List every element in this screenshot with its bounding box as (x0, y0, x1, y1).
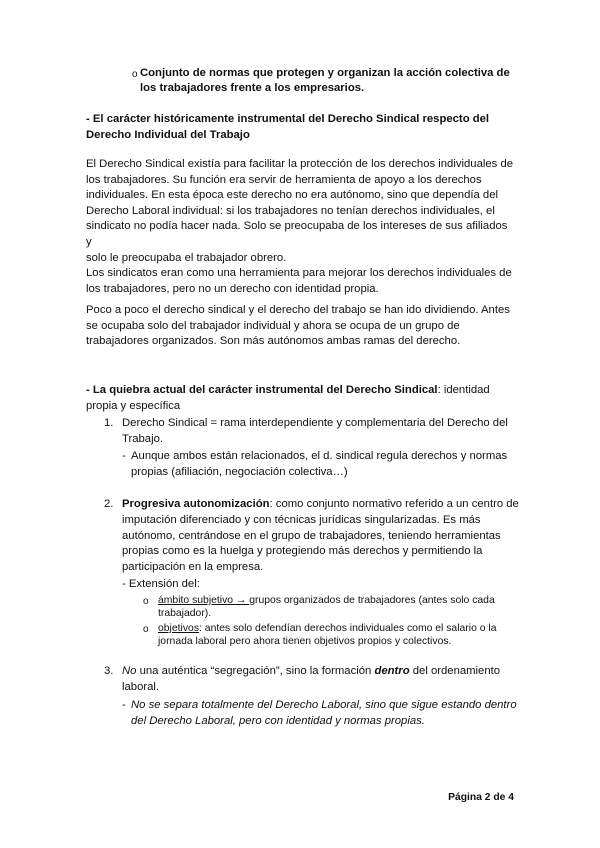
item-2-line1 (122, 497, 522, 513)
item-3-dentro: dentro (374, 665, 410, 677)
item-2-line1-rest: : como conjunto normativo referido a un centro de (269, 498, 519, 510)
item-3-sub-line1: No se separa totalmente del Derecho Laboral, sino que sigue estando dentro (131, 699, 517, 711)
item-3-end: del ordenamiento (409, 665, 501, 677)
item-2-bold: Progresiva autonomización (122, 498, 270, 510)
item-2-bullet-1-line2: trabajador). (158, 608, 212, 619)
item-3-number: 3. (104, 665, 114, 677)
item-2-body (122, 513, 522, 575)
item-2-bullet-2 (158, 622, 528, 635)
bullet-2-rest: : antes solo defendían derechos individuales como el salario o la (199, 623, 497, 634)
item-2-line: imputación diferenciado y con técnicas jurídicas singularizadas. Es más (122, 514, 481, 526)
item-1-sub-dash: - (122, 450, 126, 462)
item-2-bullet-1 (158, 594, 528, 607)
objetivos-term: objetivos (158, 623, 200, 634)
para2-line: Poco a poco el derecho sindical y el derecho del trabajo se han ido dividiendo. Antes (86, 304, 510, 316)
para1-line: solo le preocupaba el trabajador obrero. (86, 251, 287, 264)
para1-line: sindicato no podía hacer nada. Solo se preocupaba de los intereses de sus afiliados y (86, 220, 508, 248)
heading-2-line2: propia y específica (86, 400, 181, 412)
heading-2-rest: : identidad (437, 384, 490, 396)
para1-line: los trabajadores. Su función era servir de herramienta de apoyo a los derechos (86, 173, 482, 186)
para1-line: individuales. En esta época este derecho no era autónomo, sino que dependía del (86, 189, 499, 202)
item-2-bullet-2-line2: jornada laboral pero ahora tienen objetivos propios y colectivos. (158, 636, 452, 647)
item-2-number: 2. (104, 498, 114, 510)
item-3-mid: una auténtica “segregación”, sino la formación (136, 665, 375, 677)
bullet-marker: o (143, 624, 149, 635)
heading-1-line2: Derecho Individual del Trabajo (86, 129, 250, 141)
item-1-sub-line1: Aunque ambos están relacionados, el d. sindical regula derechos y normas (131, 450, 508, 462)
item-1-number: 1. (104, 417, 114, 429)
ambito-subjetivo-term: ámbito subjetivo → (158, 595, 250, 606)
item-3-no: No (122, 665, 137, 677)
para2-line: se ocupaba solo del trabajador individual y ahora se ocupa de un grupo de (86, 319, 460, 332)
heading-2-line1 (86, 383, 516, 399)
item-1-line2: Trabajo. (122, 433, 164, 445)
para1-line: Los sindicatos eran como una herramienta para mejorar los derechos individuales de (86, 267, 512, 280)
top-bullet-line2: los trabajadores frente a los empresarios. (140, 82, 365, 94)
item-3-sub-dash: - (122, 699, 126, 711)
paragraph-1 (86, 157, 516, 297)
bullet-1-rest: grupos organizados de trabajadores (antes solo cada (249, 595, 495, 606)
paragraph-2 (86, 303, 516, 350)
para1-line: Derecho Laboral individual: si los trabajadores no tenían derechos individuales, el (86, 204, 495, 217)
para1-line: El Derecho Sindical existía para facilitar la protección de los derechos individuales de (86, 158, 514, 170)
heading-2-bold: - La quiebra actual del carácter instrumental del Derecho Sindical (86, 384, 438, 396)
para1-line: los trabajadores, pero no un derecho con identidad propia. (86, 282, 379, 295)
item-3-line1 (122, 664, 522, 680)
item-2-line: autónomo, centrándose en el grupo de trabajadores, teniendo herramientas (122, 529, 501, 542)
item-2-extension-label: - Extensión del: (122, 578, 200, 590)
para2-line: trabajadores organizados. Son más autónomos ambas ramas del derecho. (86, 335, 461, 348)
item-1-sub-line2: propias (afiliación, negociación colectiva…) (131, 466, 348, 478)
item-3-line2: laboral. (122, 681, 160, 693)
top-bullet-line1: Conjunto de normas que protegen y organizan la acción colectiva de (140, 67, 510, 79)
item-2-line: participación en la empresa. (122, 560, 264, 573)
bullet-marker: o (143, 596, 149, 607)
item-3-sub-line2: del Derecho Laboral, pero con identidad y normas propias. (131, 715, 425, 727)
item-2-line: propias como es la huelga y protegiendo más derechos y permitiendo la (122, 545, 483, 558)
bullet-marker: o (132, 69, 138, 80)
item-1-line1: Derecho Sindical = rama interdependiente y complementaria del Derecho del (122, 417, 508, 429)
page-number: Página 2 de 4 (448, 792, 514, 803)
heading-1-line1: - El carácter históricamente instrumental del Derecho Sindical respecto del (86, 113, 490, 125)
